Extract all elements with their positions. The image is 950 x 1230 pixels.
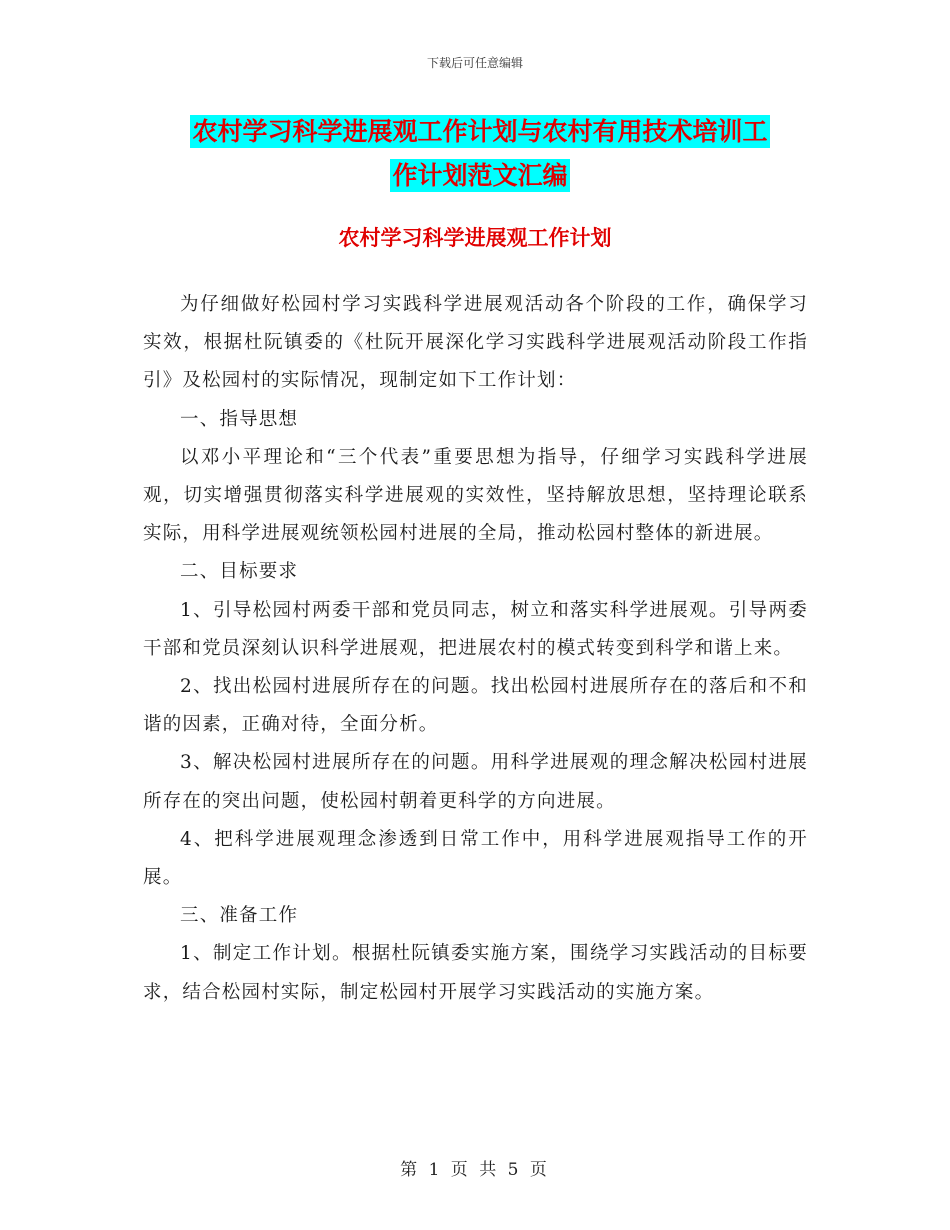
list-item: 4、把科学进展观理念渗透到日常工作中，用科学进展观指导工作的开展。 (143, 828, 808, 889)
list-item: 3、解决松园村进展所存在的问题。用科学进展观的理念解决松园村进展所存在的突出问题，使松园村朝着更科学的方向进展。 (143, 752, 808, 812)
header-note: 下载后可任意编辑 (426, 56, 523, 70)
document-body (143, 286, 808, 1012)
title-line-2: 作计划范文汇编 (392, 161, 568, 190)
page-footer: 第 1 页 共 5 页 (400, 1160, 550, 1180)
list-item: 2、找出松园村进展所存在的问题。找出松园村进展所存在的落后和不和谐的因素，正确对待，全面分析。 (143, 676, 808, 736)
document-title (150, 110, 810, 198)
title-line-1: 农村学习科学进展观工作计划与农村有用技术培训工 (192, 117, 768, 146)
section-title: 农村学习科学进展观工作计划 (338, 226, 612, 250)
list-item: 1、制定工作计划。根据杜阮镇委实施方案，围绕学习实践活动的目标要求，结合松园村实际，制定松园村开展学习实践活动的实施方案。 (143, 943, 808, 1003)
paragraph: 以邓小平理论和“三个代表”重要思想为指导，仔细学习实践科学进展观，切实增强贯彻落实科学进展观的实效性，坚持解放思想，坚持理论联系实际，用科学进展观统领松园村进展的全局，推动松园村整体的新进展。 (143, 446, 808, 545)
paragraph: 为仔细做好松园村学习实践科学进展观活动各个阶段的工作，确保学习实效，根据杜阮镇委的《杜阮开展深化学习实践科学进展观活动阶段工作指引》及松园村的实际情况，现制定如下工作计划： (143, 294, 808, 392)
heading-guiding-ideology: 一、指导思想 (180, 408, 299, 430)
list-item: 1、引导松园村两委干部和党员同志，树立和落实科学进展观。引导两委干部和党员深刻认识科学进展观，把进展农村的模式转变到科学和谐上来。 (143, 599, 808, 659)
heading-goals: 二、目标要求 (180, 561, 299, 583)
heading-preparation: 三、准备工作 (180, 905, 299, 927)
